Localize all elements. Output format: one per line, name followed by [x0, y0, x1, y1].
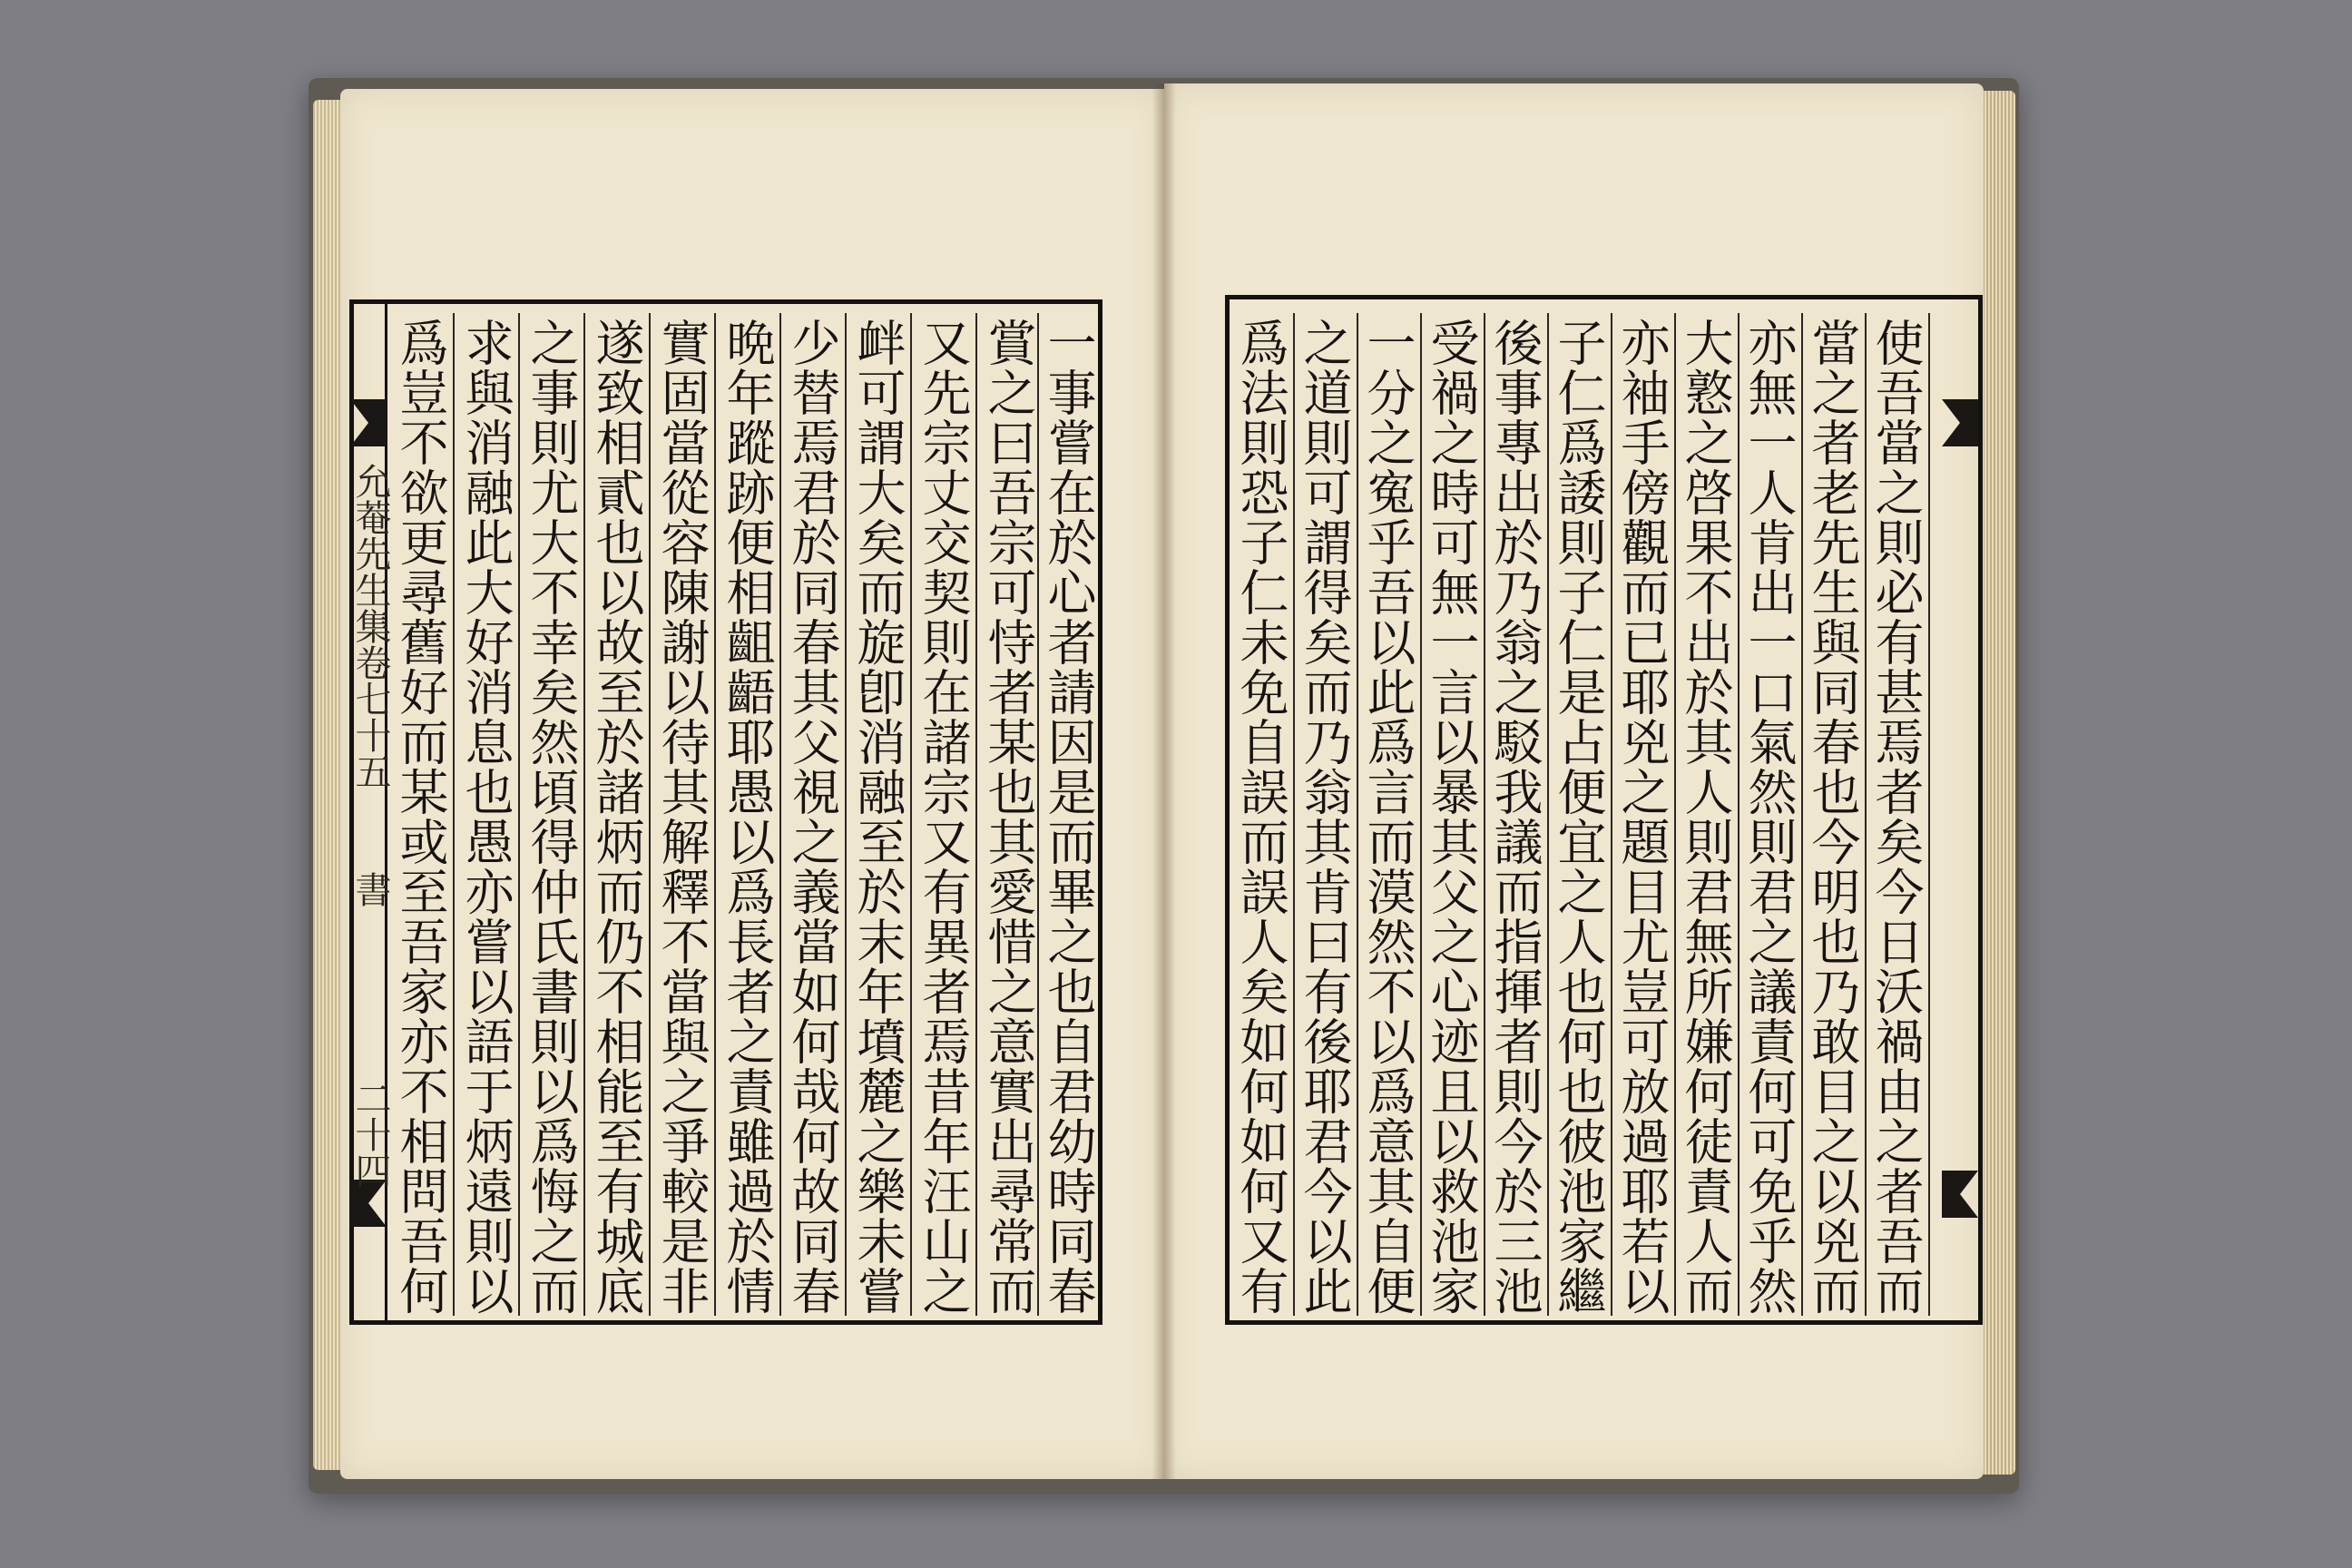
- right-column-10: 之道則可謂得矣而乃翁其肯曰有後耶君今以此: [1296, 318, 1353, 1316]
- right-column-7: 後事專出於乃翁之駁我議而指揮者則今於三池: [1486, 318, 1544, 1316]
- column-rule: [1865, 313, 1867, 1316]
- column-rule: [910, 313, 912, 1316]
- column-rule: [1547, 313, 1549, 1316]
- right-column-5: 亦袖手傍觀而已耶兇之題目尤豈可放過耶若以: [1613, 318, 1671, 1316]
- column-rule: [1801, 313, 1803, 1316]
- margin-page-number: 二十四: [349, 1080, 391, 1189]
- left-column-9: 之事則尤大不幸矣然頃得仲氏書則以爲悔之而: [523, 318, 580, 1316]
- margin-section: 書: [349, 871, 391, 907]
- right-column-3: 亦無一人肯出一口氣然則君之議責何可免乎然: [1740, 318, 1798, 1316]
- right-column-4: 大憝之啓果不出於其人則君無所嫌何徒責人而: [1677, 318, 1734, 1316]
- margin-title: 允菴先生集卷七十五: [349, 463, 391, 789]
- page-edges-left: [313, 100, 342, 1470]
- left-column-7: 實固當從容陳謝以待其解釋不當與之爭較是非: [653, 318, 710, 1316]
- right-column-6: 子仁爲諉則子仁是占便宜之人也何也彼池家繼: [1550, 318, 1607, 1316]
- column-rule: [1037, 313, 1039, 1316]
- column-rule: [779, 313, 781, 1316]
- left-column-1: 一事嘗在於心者請因是而畢之也自君幼時同春: [1040, 318, 1097, 1316]
- left-column-10: 求與消融此大好消息也愚亦嘗以語于炳遠則以: [457, 318, 514, 1316]
- column-rule: [975, 313, 977, 1316]
- left-column-11: 爲豈不欲更尋舊好而某或至吾家亦不相問吾何: [392, 318, 449, 1316]
- right-column-2: 當之者老先生與同春也今明也乃敢目之以兇而: [1804, 318, 1861, 1316]
- left-column-8: 遂致相貳也以故至於諸炳而仍不相能至有城底: [588, 318, 645, 1316]
- right-column-9: 一分之寃乎吾以此爲言而漠然不以爲意其自便: [1359, 318, 1416, 1316]
- book-gutter: [1152, 83, 1176, 1479]
- column-rule: [1420, 313, 1422, 1316]
- left-column-6: 晩年蹤跡便相齟齬耶愚以爲長者之責雖過於情: [719, 318, 776, 1316]
- column-rule: [1928, 313, 1930, 1316]
- column-rule: [1293, 313, 1295, 1316]
- right-column-8: 受禍之時可無一言以暴其父之心迹且以救池家: [1423, 318, 1480, 1316]
- column-rule: [1357, 313, 1358, 1316]
- column-rule: [518, 313, 520, 1316]
- column-rule: [714, 313, 716, 1316]
- column-rule: [453, 313, 455, 1316]
- column-rule: [1738, 313, 1740, 1316]
- column-rule: [1611, 313, 1612, 1316]
- right-column-1: 使吾當之則必有甚焉者矣今日沃禍由之者吾而: [1867, 318, 1925, 1316]
- left-column-4: 衅可謂大矣而旋卽消融至於末年墳麓之樂未嘗: [849, 318, 906, 1316]
- left-column-5: 少替焉君於同春其父視之義當如何哉何故同春: [784, 318, 841, 1316]
- left-column-2: 賞之曰吾宗可恃者某也其愛惜之意實出尋常而: [980, 318, 1037, 1316]
- column-rule: [845, 313, 847, 1316]
- column-rule: [649, 313, 651, 1316]
- column-rule: [1674, 313, 1676, 1316]
- right-column-11: 爲法則恐子仁未免自誤而誤人矣如何如何又有: [1232, 318, 1289, 1316]
- column-rule: [1484, 313, 1485, 1316]
- page-edges-right: [1981, 91, 2015, 1475]
- left-column-3: 又先宗丈交契則在諸宗又有異者焉昔年汪山之: [915, 318, 972, 1316]
- column-rule: [583, 313, 585, 1316]
